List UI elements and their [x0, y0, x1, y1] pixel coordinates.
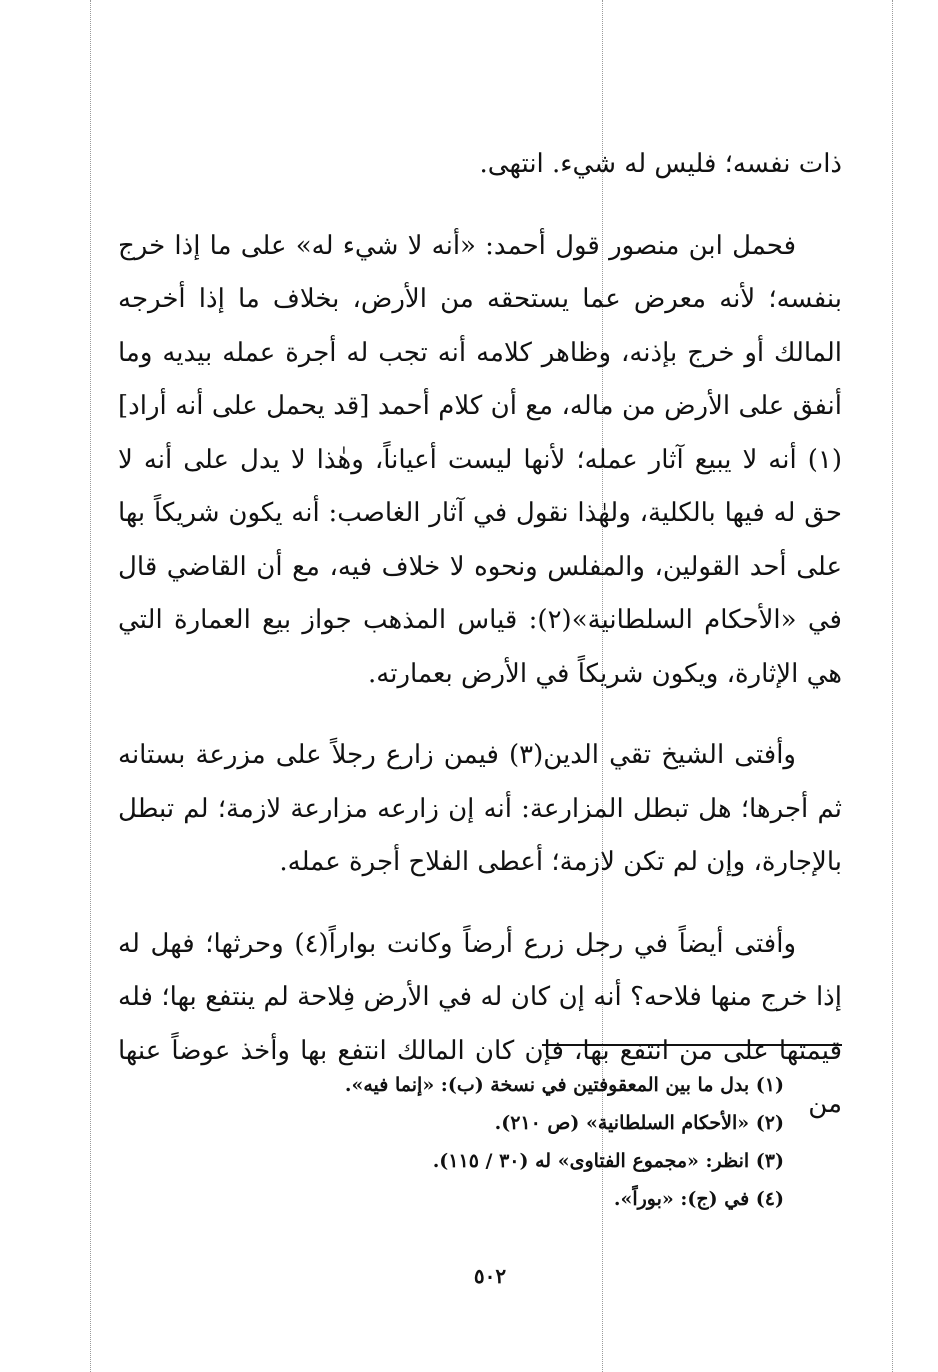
paragraph-1: ذات نفسه؛ فليس له شيء. انتهى.: [479, 149, 842, 179]
margin-guide-right: [892, 0, 893, 1372]
paragraph-2: فحمل ابن منصور قول أحمد: «أنه لا شيء له» على ما إذا خرج بنفسه؛ لأنه معرض عما يستحقه من الأرض، بخلاف ما إذا أخرجه المالك أو خرج بإذنه، وظاهر كلامه أنه تجب له أجرة عمله بيديه وما أنفق على الأرض من ماله، مع أن كلام أحمد [قد يحمل على أنه أراد](١) أنه لا يبيع آثار عمله؛ لأنها ليست أعياناً، وهٰذا لا يدل على أنه لا حق له فيها بالكلية، ولهٰذا نقول في آثار الغاصب: أنه يكون شريكاً بها على أحد القولين، والمفلس ونحوه لا خلاف فيه، مع أن القاضي قال في «الأحكام السلطانية»(٢): قياس المذهب جواز بيع العمارة التي هي الإثارة، ويكون شريكاً في الأرض بعمارته.: [118, 230, 843, 689]
margin-guide-left: [90, 0, 91, 1372]
main-text: [118, 138, 842, 1132]
footnote-1: (١) بدل ما بين المعقوفتين في نسخة (ب): «إنما فيه».: [344, 1074, 784, 1096]
footnote-separator: [542, 1044, 842, 1046]
paragraph-3: وأفتى الشيخ تقي الدين(٣) فيمن زارع رجلاً على مزرعة بستانه ثم أجرها؛ هل تبطل المزارعة: أنه إن زارعه مزارعة لازمة؛ لم تبطل بالإجارة، وإن لم تكن لازمة؛ أعطى الفلاح أجرة عمله.: [118, 740, 842, 877]
paragraph-gap: [118, 701, 842, 729]
paragraph-4: وأفتى أيضاً في رجل زرع أرضاً وكانت بواراً(٤) وحرثها؛ فهل له إذا خرج منها فلاحه؟ أنه إن كان له في الأرض فِلاحة لم ينتفع بها؛ فله قيمتها على من انتفع بها، فإن كان المالك انتفع بها وأخذ عوضاً عنها من: [118, 928, 842, 1119]
footnotes: [118, 1066, 784, 1218]
footnote-4: (٤) في (ج): «بوراً».: [613, 1188, 784, 1210]
page-number: ٥٠٢: [473, 1264, 507, 1288]
paragraph-gap: [118, 890, 842, 918]
paragraph-gap: [118, 192, 842, 220]
footnote-3: (٣) انظر: «مجموع الفتاوى» له (٣٠ / ١١٥).: [432, 1150, 784, 1172]
footnote-2: (٢) «الأحكام السلطانية» (ص ٢١٠).: [494, 1112, 784, 1134]
